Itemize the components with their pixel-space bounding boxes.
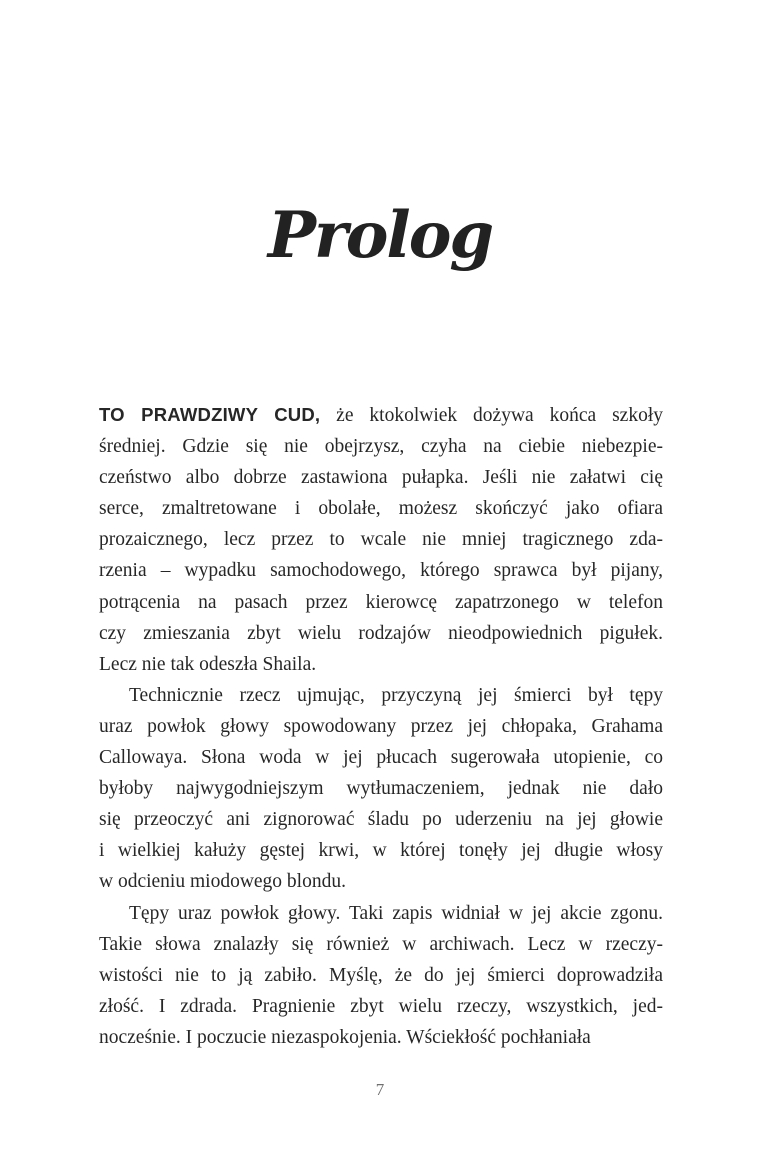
text-line: serce, zmaltretowane i obolałe, możesz skończyć jako ofiara: [99, 498, 663, 520]
text-line: prozaicznego, lecz przez to wcale nie mniej tragicznego zda-: [99, 529, 663, 551]
text-line: średniej. Gdzie się nie obejrzysz, czyha na ciebie niebezpie-: [99, 436, 663, 458]
text-line: rzenia – wypadku samochodowego, którego sprawca był pijany,: [99, 560, 663, 582]
text-line: czeństwo albo dobrze zastawiona pułapka. Jeśli nie załatwi cię: [99, 467, 663, 489]
text-line: Technicznie rzecz ujmując, przyczyną jej śmierci był tępy: [129, 684, 663, 706]
paragraph: [99, 399, 663, 680]
paragraph: [99, 898, 663, 1053]
paragraph-lead: TO PRAWDZIWY CUD,: [99, 404, 321, 425]
text-line: w odcieniu miodowego blondu.: [99, 871, 346, 893]
chapter-title: Prolog: [267, 198, 493, 273]
text-line: Callowaya. Słona woda w jej płucach sugerowała utopienie, co: [99, 747, 663, 769]
text-line: złość. I zdrada. Pragnienie zbyt wielu rzeczy, wszystkich, jed-: [99, 995, 663, 1017]
page-body: [99, 399, 663, 1053]
text-line: się przeoczyć ani zignorować śladu po uderzeniu na jej głowie: [99, 809, 663, 831]
text-line: nocześnie. I poczucie niezaspokojenia. Wściekłość pochłaniała: [99, 1026, 591, 1048]
text-line: TO PRAWDZIWY CUD, że ktokolwiek dożywa końca szkoły: [99, 404, 663, 426]
page-number: 7: [375, 1080, 385, 1099]
text-line: potrącenia na pasach przez kierowcę zapatrzonego w telefon: [99, 591, 663, 613]
text-line: wistości nie to ją zabiło. Myślę, że do jej śmierci doprowadziła: [99, 964, 663, 986]
text-line: byłoby najwygodniejszym wytłumaczeniem, jednak nie dało: [99, 778, 663, 800]
text-line: czy zmieszania zbyt wielu rodzajów nieodpowiednich pigułek.: [99, 622, 663, 644]
text-line: i wielkiej kałuży gęstej krwi, w której tonęły jej długie włosy: [99, 840, 663, 862]
text-line: uraz powłok głowy spowodowany przez jej chłopaka, Grahama: [99, 715, 663, 737]
text-line: Tępy uraz powłok głowy. Taki zapis widniał w jej akcie zgonu.: [129, 902, 663, 924]
text-line: Lecz nie tak odeszła Shaila.: [99, 653, 317, 675]
text-line: Takie słowa znalazły się również w archiwach. Lecz w rzeczy-: [99, 933, 663, 955]
paragraph: [99, 680, 663, 898]
